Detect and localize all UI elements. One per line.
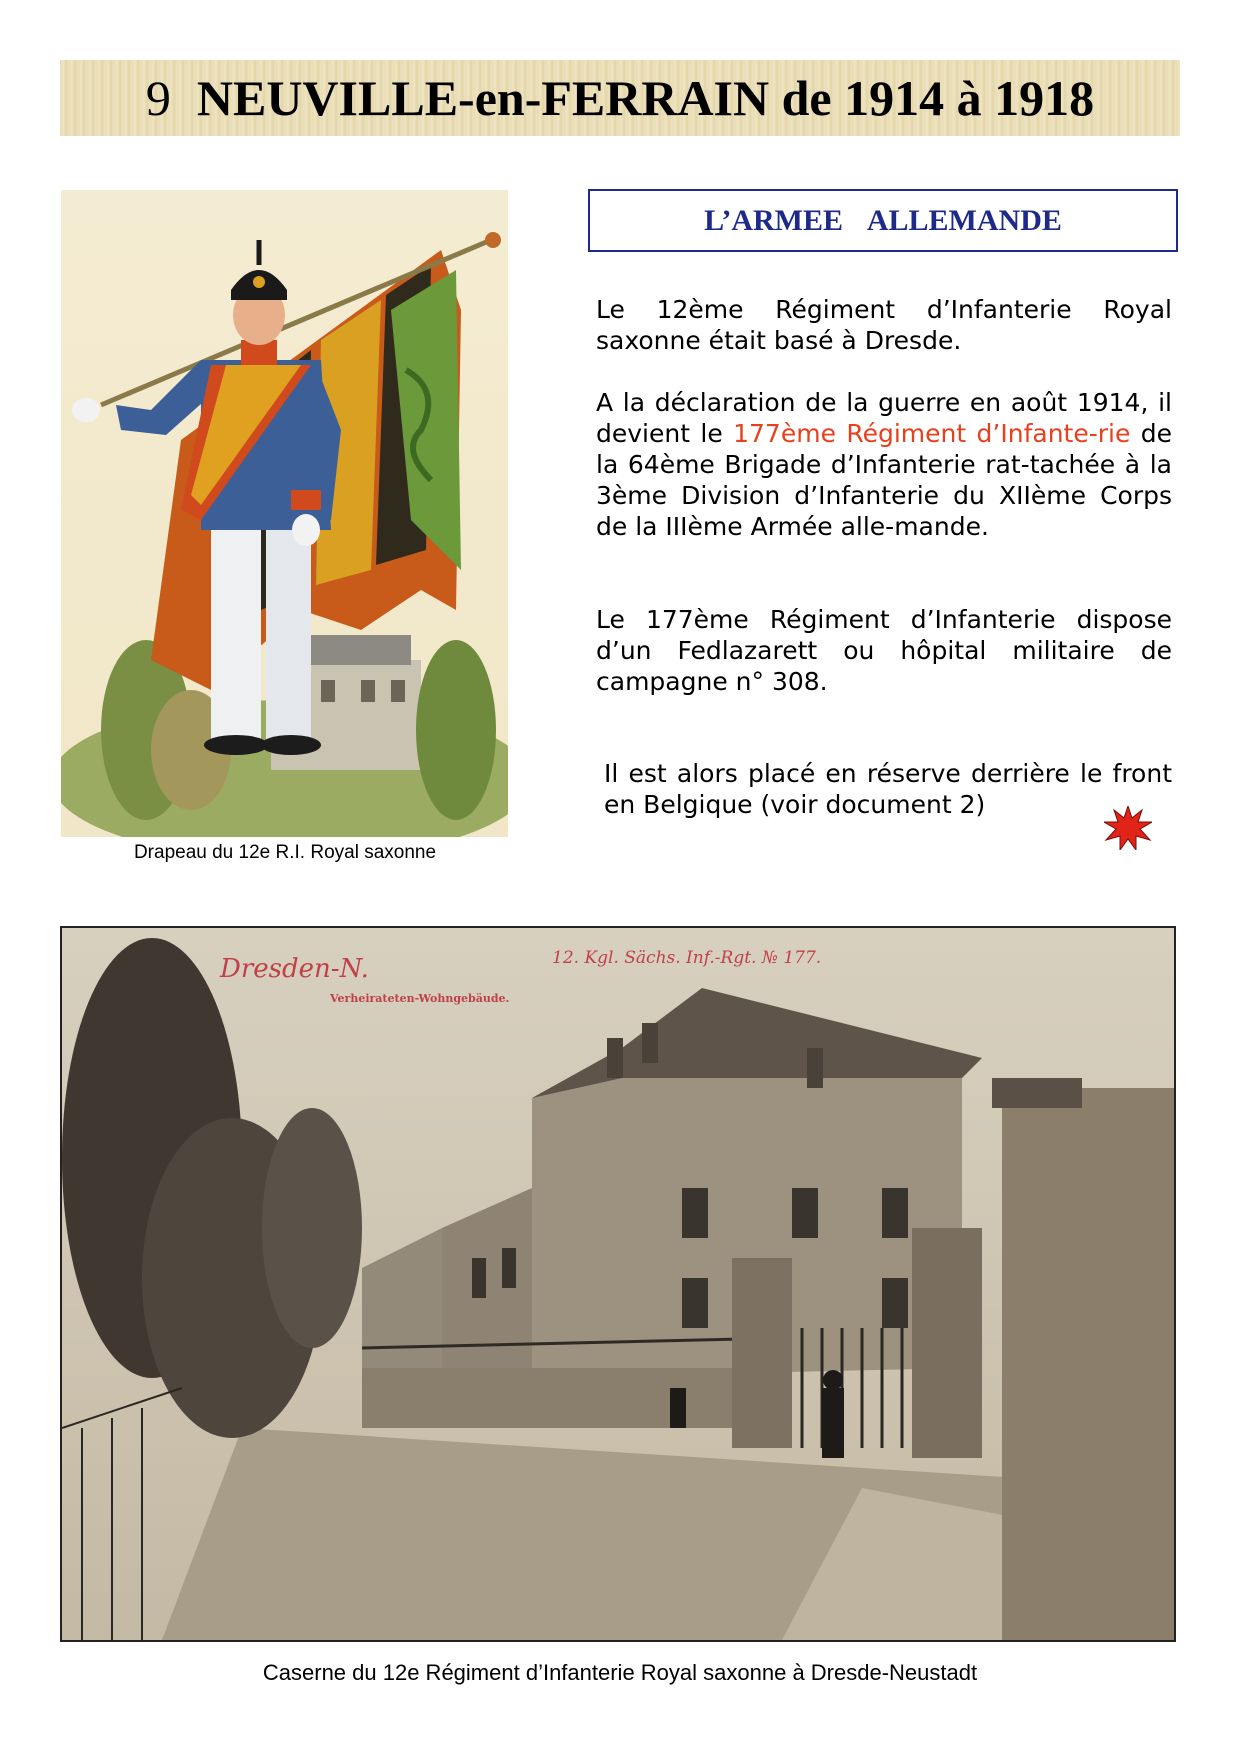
section-title: L’ARMEE ALLEMANDE: [588, 189, 1178, 252]
page-number: 9: [145, 70, 171, 126]
flag-bearer-illustration: [61, 190, 508, 837]
explosion-icon: [1104, 806, 1152, 850]
paragraph-3: Le 177ème Régiment d’Infanterie dispose d’un Fedlazarett ou hôpital militaire de campagne n° 308.: [596, 605, 1172, 696]
photo-caption: Caserne du 12e Régiment d’Infanterie Royal saxonne à Dresde-Neustadt: [262, 1660, 978, 1685]
regiment-highlight: 177ème Régiment d’Infante-rie: [733, 419, 1131, 448]
paragraph-4: Il est alors placé en réserve derrière le front en Belgique (voir document 2): [604, 759, 1172, 819]
page-title-banner: [60, 60, 1180, 136]
photo-building-label: Verheirateten-Wohngebäude.: [330, 992, 510, 1005]
barracks-photo: [60, 926, 1176, 1642]
photo-regiment-label: 12. Kgl. Sächs. Inf.-Rgt. № 177.: [552, 948, 822, 968]
flag-caption: Drapeau du 12e R.I. Royal saxonne: [133, 842, 437, 863]
paragraph-1: Le 12ème Régiment d’Infanterie Royal saxonne était basé à Dresde.: [596, 295, 1172, 355]
photo-place-label: Dresden-N.: [220, 954, 369, 984]
paragraph-2: A la déclaration de la guerre en août 1914, il devient le 177ème Régiment d’Infante-rie de la 64ème Brigade d’Infanterie rat-tachée à la 3ème Division d’Infanterie du XIIème Corps de la IIIème Armée alle-mande.: [596, 388, 1172, 541]
page-title: NEUVILLE-en-FERRAIN de 1914 à 1918: [196, 70, 1095, 126]
